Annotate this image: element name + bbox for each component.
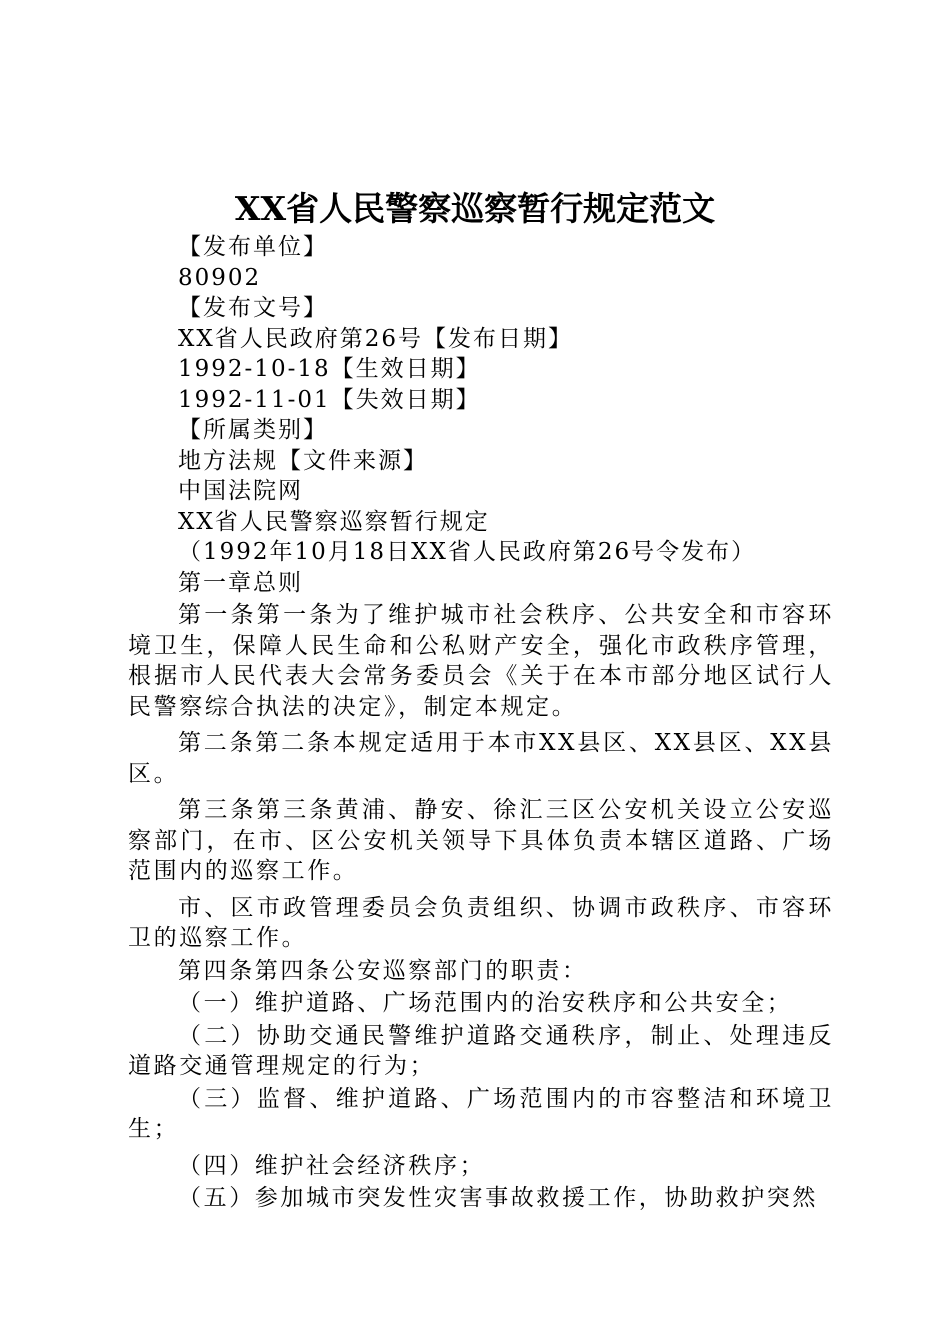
meta-doc-number-label: 【发布文号】 — [178, 295, 328, 321]
article-4-item-4: （四）维护社会经济秩序； — [178, 1152, 486, 1179]
meta-publisher-value: 80902 — [178, 264, 262, 291]
meta-publish-date: 1992-10-18【生效日期】 — [178, 356, 481, 382]
article-4-item-3: （三）监督、维护道路、广场范围内的市容整洁和环境卫生； — [128, 1085, 834, 1142]
meta-category-label: 【所属类别】 — [178, 417, 328, 443]
article-4-item-2: （二）协助交通民警维护道路交通秩序，制止、处理违反道路交通管理规定的行为； — [128, 1022, 834, 1079]
article-3: 第三条第三条黄浦、静安、徐汇三区公安机关设立公安巡察部门，在市、区公安机关领导下具体负责本辖区道路、广场范围内的巡察工作。 — [128, 797, 834, 884]
meta-source-value: 中国法院网 — [178, 478, 303, 504]
meta-effective-date: 1992-11-01【失效日期】 — [178, 386, 481, 413]
article-1: 第一条第一条为了维护城市社会秩序、公共安全和市容环境卫生，保障人民生命和公私财产安全，强化市政秩序管理，根据市人民代表大会常务委员会《关于在本市部分地区试行人民警察综合执法的决定》，制定本规定。 — [128, 602, 834, 720]
article-3-paragraph-2: 市、区市政管理委员会负责组织、协调市政秩序、市容环卫的巡察工作。 — [128, 894, 834, 951]
article-4: 第四条第四条公安巡察部门的职责： — [178, 957, 588, 984]
article-4-item-1: （一）维护道路、广场范围内的治安秩序和公共安全； — [178, 990, 793, 1016]
article-4-item-5: （五）参加城市突发性灾害事故救援工作，协助救护突然 — [178, 1185, 818, 1211]
meta-publisher-label: 【发布单位】 — [178, 234, 328, 260]
document-body — [128, 232, 834, 1214]
regulation-issue-note: （1992年10月18日XX省人民政府第26号令发布） — [178, 539, 757, 565]
chapter-heading: 第一章总则 — [178, 569, 303, 596]
document-title: XX省人民警察巡察暂行规定范文 — [234, 189, 716, 228]
meta-doc-number-value: XX省人民政府第26号【发布日期】 — [178, 325, 574, 352]
meta-category-value: 地方法规【文件来源】 — [178, 447, 428, 474]
regulation-title: XX省人民警察巡察暂行规定 — [178, 508, 490, 535]
article-2: 第二条第二条本规定适用于本市XX县区、XX县区、XX县区。 — [128, 730, 834, 787]
